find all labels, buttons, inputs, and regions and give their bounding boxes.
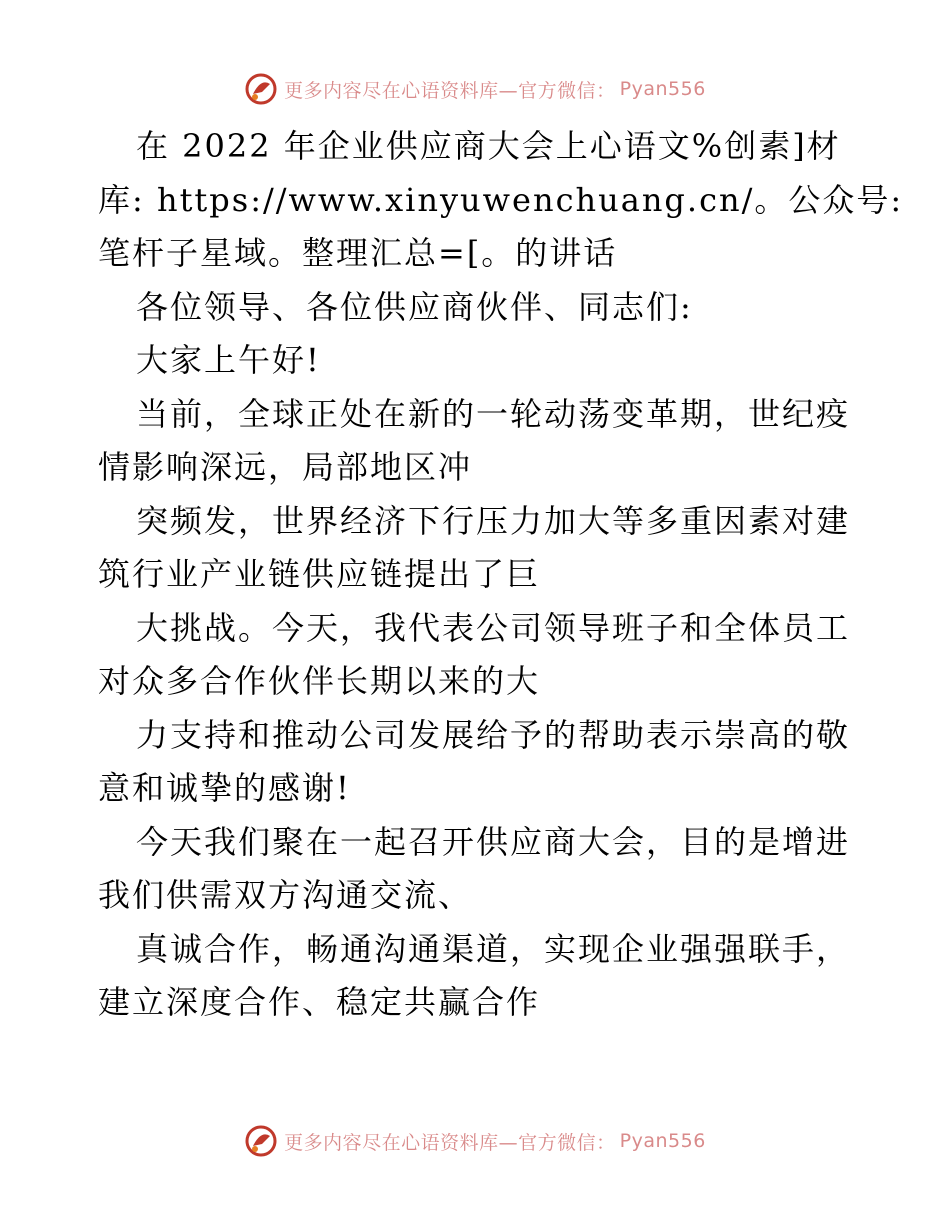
document-body	[98, 120, 904, 1030]
watermark-text: 更多内容尽在心语资料库—官方微信：	[284, 1131, 616, 1154]
text-line: 笔杆子星域。整理汇总=[。的讲话	[98, 234, 618, 272]
text-line: 各位领导、各位供应商伙伴、同志们:	[136, 287, 693, 326]
text-line: 大家上午好!	[136, 341, 321, 379]
text-line: 大挑战。今天，我代表公司领导班子和全体员工	[136, 608, 851, 647]
text-line: 在 2022 年企业供应商大会上心语文%创素]材	[136, 127, 841, 165]
text-line: 当前，全球正处在新的一轮动荡变革期，世纪疫	[136, 394, 851, 433]
watermark-text: 更多内容尽在心语资料库—官方微信：	[284, 79, 616, 102]
text-line: 意和诚挚的感谢!	[98, 769, 351, 807]
text-line: 建立深度合作、稳定共赢合作	[98, 983, 541, 1021]
logo-icon	[244, 1124, 278, 1158]
header-watermark	[0, 72, 950, 106]
text-line: 筑行业产业链供应链提出了巨	[98, 555, 541, 593]
text-line: 力支持和推动公司发展给予的帮助表示崇高的敬	[136, 715, 851, 754]
watermark-account: Pyan556	[619, 78, 706, 100]
text-line: 情影响深远，局部地区冲	[98, 448, 473, 486]
logo-icon	[244, 72, 278, 106]
text-line: 我们供需双方沟通交流、	[98, 876, 473, 914]
text-line: 突频发，世界经济下行压力加大等多重因素对建	[136, 501, 851, 540]
text-line: 对众多合作伙伴长期以来的大	[98, 662, 541, 700]
text-line: 今天我们聚在一起召开供应商大会，目的是增进	[136, 822, 851, 861]
footer-watermark	[0, 1124, 950, 1158]
text-line: 真诚合作，畅通沟通渠道，实现企业强强联手，	[136, 929, 851, 968]
text-line: 库: https://www.xinyuwenchuang.cn/。公众号:	[98, 180, 904, 219]
watermark-account: Pyan556	[619, 1130, 706, 1152]
